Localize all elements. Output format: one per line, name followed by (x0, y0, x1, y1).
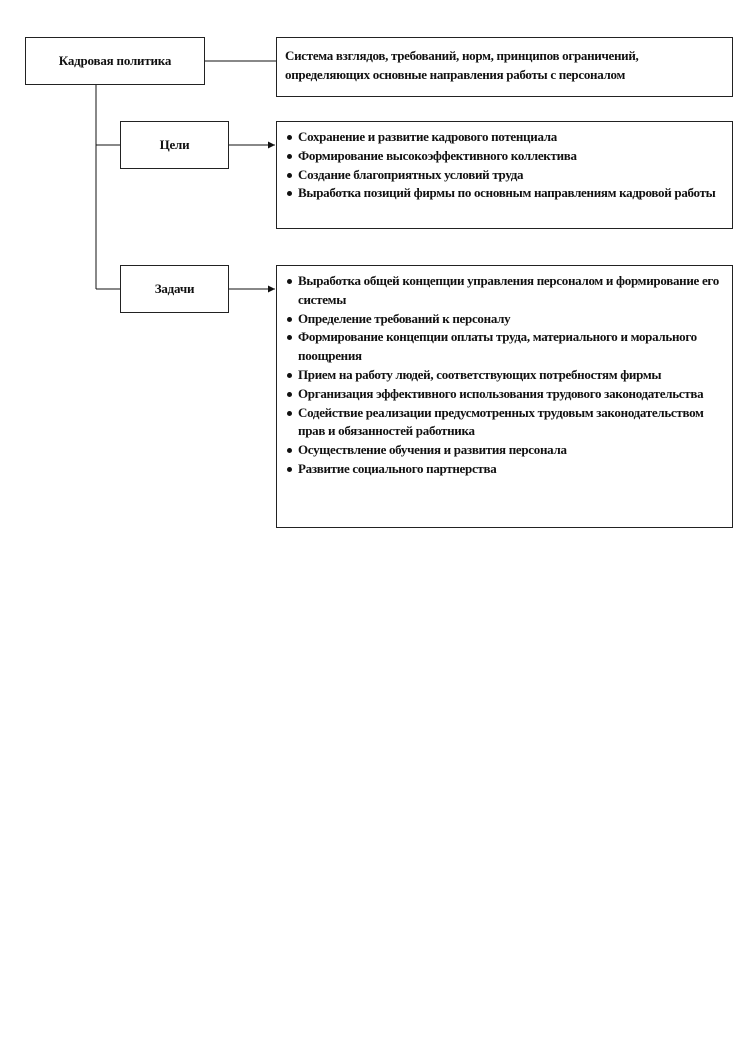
definition-text: Система взглядов, требований, норм, принципов ограничений, определяющих основные направления работы с персоналом (285, 48, 639, 82)
tasks-node-label: Задачи (154, 281, 195, 296)
list-item: Развитие социального партнерства (285, 460, 726, 479)
tasks-list (285, 272, 726, 479)
goals-node (120, 121, 229, 169)
list-item: Организация эффективного использования трудового законодательства (285, 385, 726, 404)
list-item: Выработка общей концепции управления персоналом и формирование его системы (285, 272, 726, 310)
goals-node-label: Цели (159, 137, 190, 152)
list-item: Определение требований к персоналу (285, 310, 726, 329)
tasks-list-box (276, 265, 733, 528)
goals-list-box (276, 121, 733, 229)
root-node (25, 37, 205, 85)
definition-box (276, 37, 733, 97)
tasks-node (120, 265, 229, 313)
list-item: Прием на работу людей, соответствующих потребностям фирмы (285, 366, 726, 385)
list-item: Осуществление обучения и развития персонала (285, 441, 726, 460)
list-item: Создание благоприятных условий труда (285, 166, 726, 185)
list-item: Выработка позиций фирмы по основным направлениям кадровой работы (285, 184, 726, 203)
list-item: Содействие реализации предусмотренных трудовым законодательством прав и обязанностей работника (285, 404, 726, 442)
list-item: Формирование высокоэффективного коллектива (285, 147, 726, 166)
root-node-label: Кадровая политика (58, 53, 172, 68)
list-item: Формирование концепции оплаты труда, материального и морального поощрения (285, 328, 726, 366)
list-item: Сохранение и развитие кадрового потенциала (285, 128, 726, 147)
goals-list (285, 128, 726, 203)
